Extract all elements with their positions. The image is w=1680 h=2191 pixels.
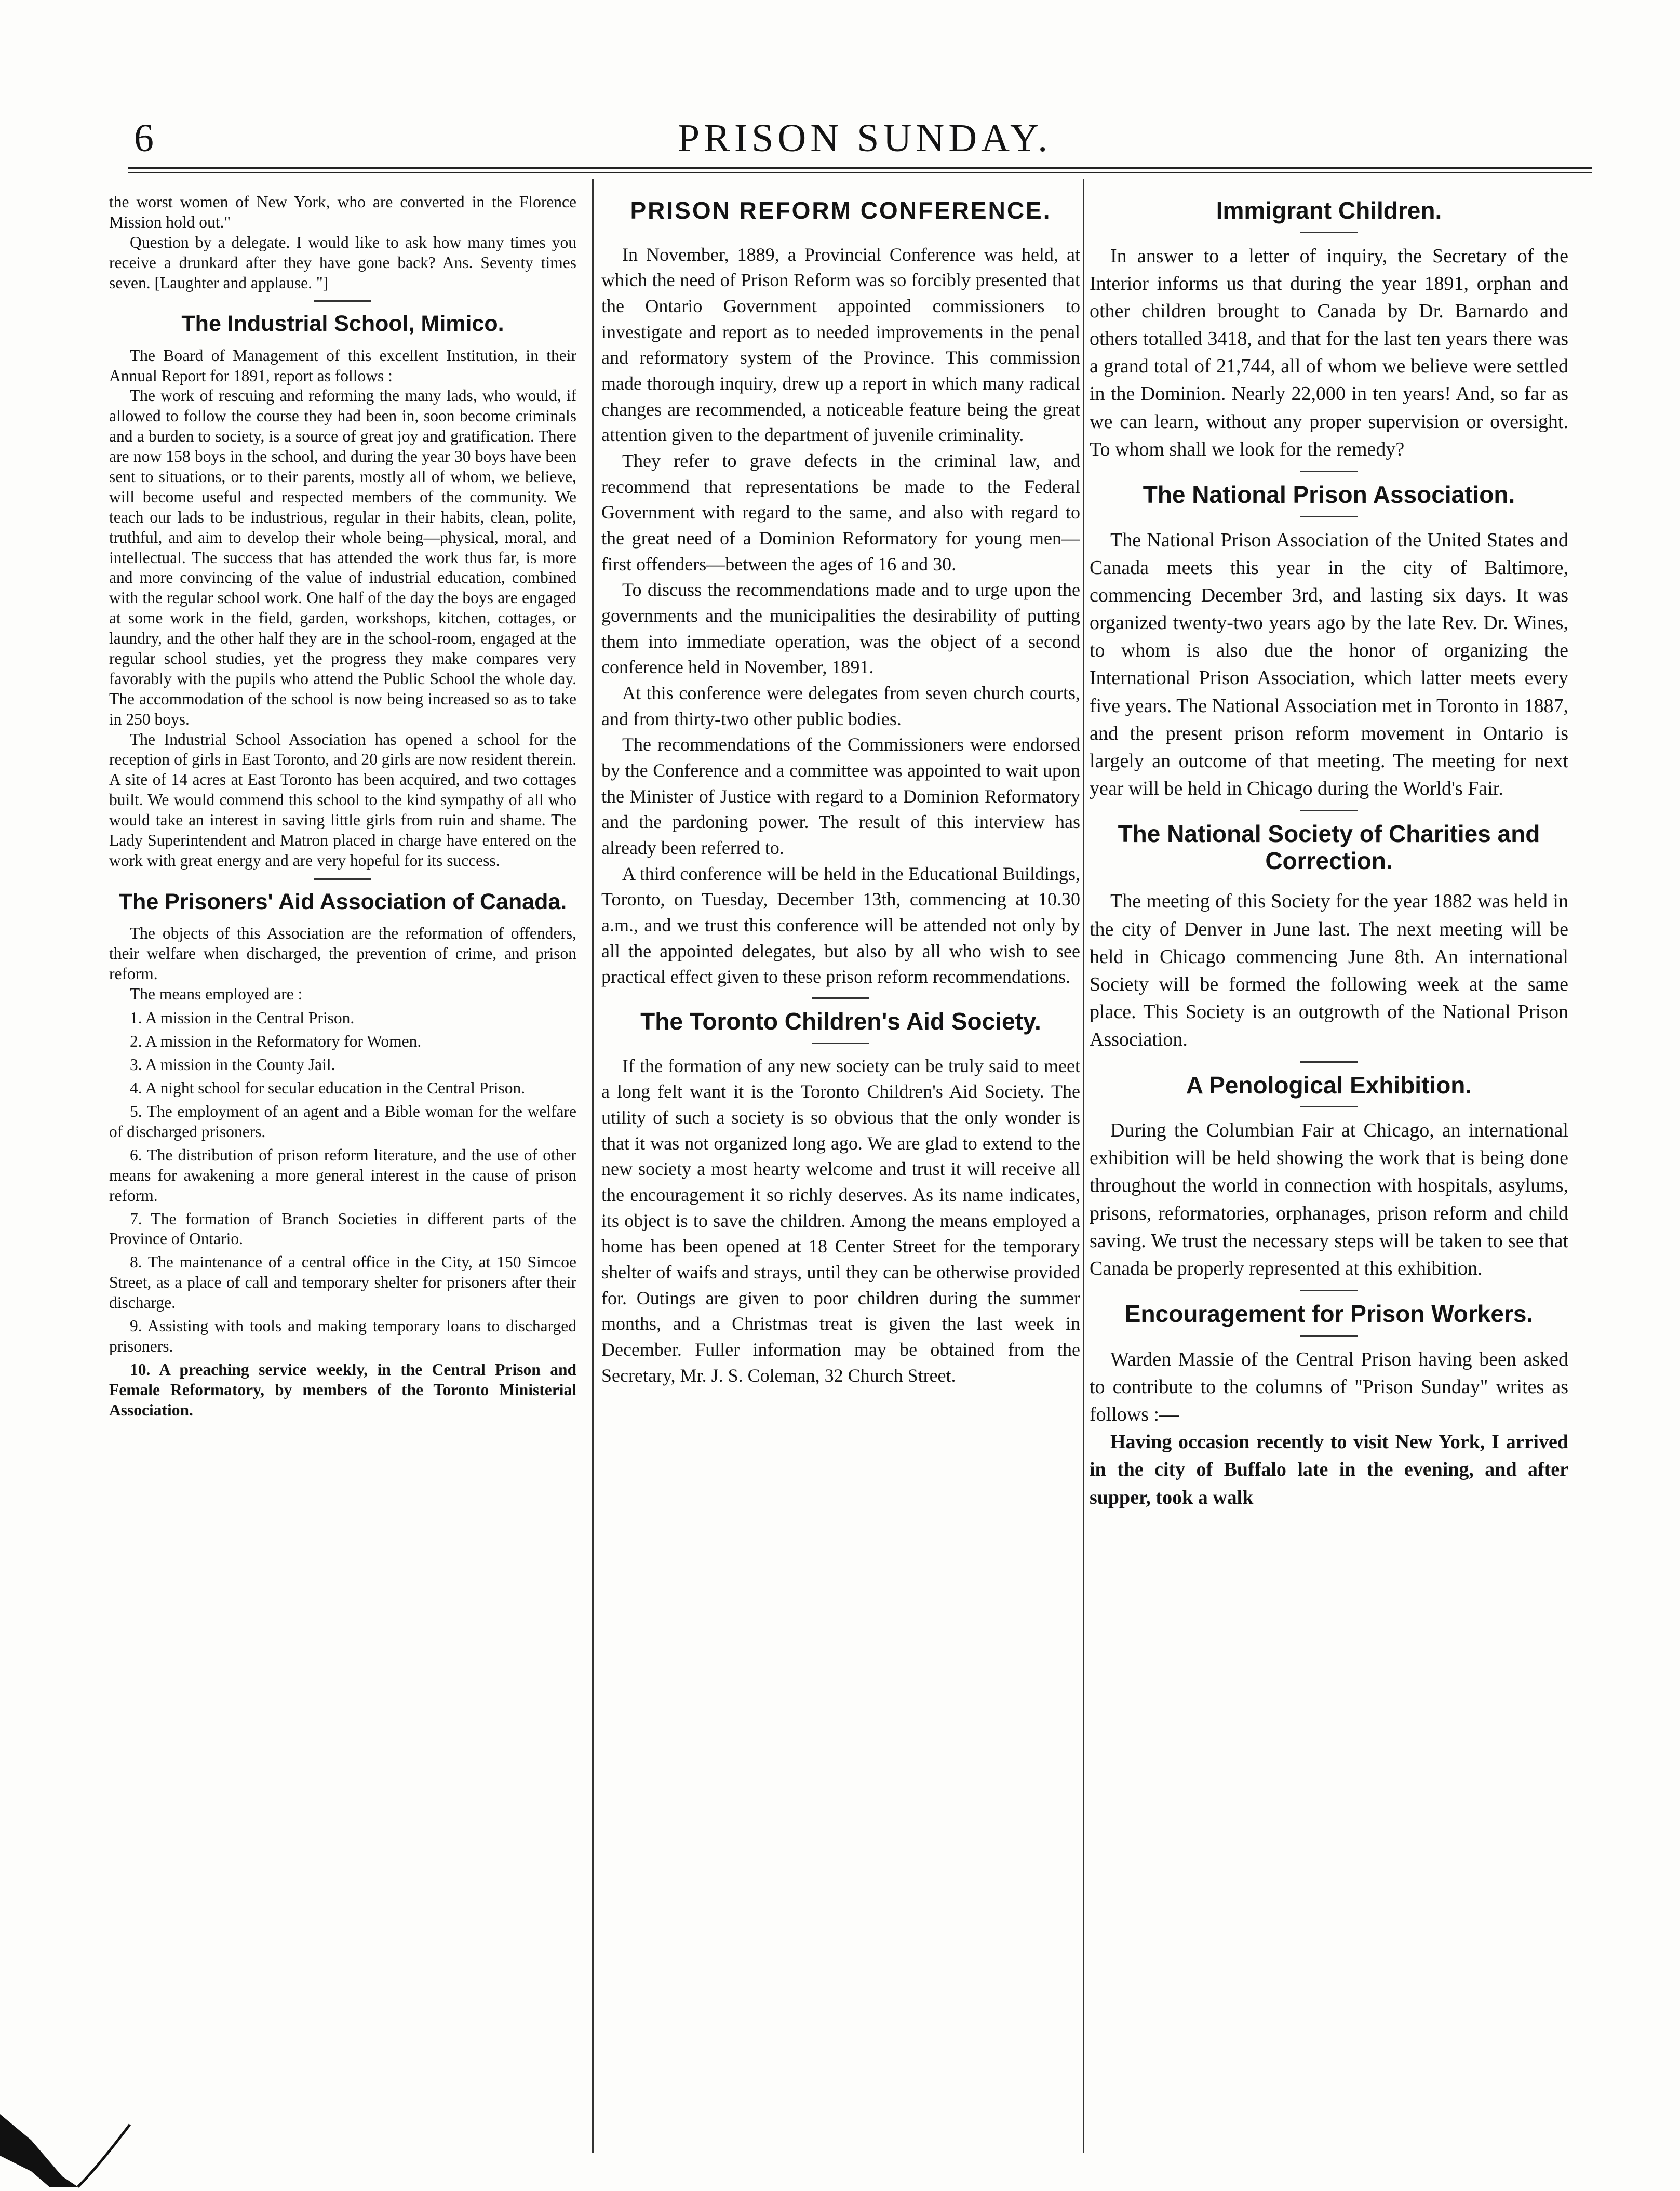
paragraph: The Board of Management of this excellent Institution, in their Annual Report for 1891, report as follows : [109, 346, 576, 385]
list-item: 10. A preaching service weekly, in the Central Prison and Female Reformatory, by members of the Toronto Ministerial Association. [109, 1360, 576, 1419]
paragraph: During the Columbian Fair at Chicago, an international exhibition will be held showing the work that is being done throughout the world in connection with hospitals, asylums, prisons, reformatories, orphanages, prison reform and child saving. We trust the necessary steps will be taken to see that Canada be properly represented at this exhibition. [1090, 1119, 1568, 1280]
paragraph: The recommendations of the Commissioners were endorsed by the Conference and a committee was appointed to wait upon the Minister of Justice with regard to a Dominion Reformatory and the pardoning power. The result of this interview has already been referred to. [601, 734, 1080, 858]
section-divider [1300, 1106, 1358, 1107]
paragraph: In November, 1889, a Provincial Conference was held, at which the need of Prison Reform was so forcibly presented that the Ontario Government appointed commissioners to investigate and report as to needed improvements in the penal and reformatory system of the Province. This commission made thorough inquiry, drew up a report in which many radical changes are recommended, a noticeable feature being the great attention given to the department of juvenile criminality. [601, 244, 1080, 446]
headline-national-society-charities: The National Society of Charities and Correction. [1118, 820, 1540, 874]
list-item: 6. The distribution of prison reform literature, and the use of other means for awakening a more general interest in the cause of prison reform. [109, 1145, 576, 1205]
section-divider [1300, 1290, 1358, 1291]
masthead-title: PRISON SUNDAY. [677, 116, 1052, 160]
list-item: 9. Assisting with tools and making temporary loans to discharged prisoners. [109, 1316, 576, 1355]
section-divider [1300, 1335, 1358, 1337]
corner-mark-scribble [0, 2109, 145, 2191]
paragraph: They refer to grave defects in the criminal law, and recommend that representations be made to the Federal Government with regard to the same, and also with regard to the great need of a Dominion Reformatory for young men—first offenders—between the ages of 16 and 30. [601, 450, 1080, 575]
section-divider [314, 878, 371, 880]
headline-industrial-school: The Industrial School, Mimico. [181, 311, 504, 337]
paragraph: The objects of this Association are the reformation of offenders, their welfare when discharged, the prevention of crime, and prison reform. [109, 924, 576, 983]
section-divider [1300, 516, 1358, 517]
paragraph: The meeting of this Society for the year 1882 was held in the city of Denver in June last. The next meeting will be held in Chicago commencing June 8th. An international Society will be formed the following week at the same place. This Society is an outgrowth of the National Prison Association. [1090, 890, 1568, 1051]
headline-prison-reform-conference: PRISON REFORM CONFERENCE. [630, 197, 1052, 224]
list-item: 2. A mission in the Reformatory for Women. [130, 1032, 422, 1051]
masthead-rule [128, 167, 1592, 173]
paragraph: To discuss the recommendations made and to urge upon the governments and the municipalities the desirability of putting them into immediate operation, was the object of a second conference held in November, 1891. [601, 579, 1080, 678]
section-divider [1300, 810, 1358, 811]
list-item: 5. The employment of an agent and a Bible woman for the welfare of discharged prisoners. [109, 1102, 576, 1141]
paragraph: If the formation of any new society can be truly said to meet a long felt want it is the Toronto Children's Aid Society. The utility of such a society is so obvious that the only wonder is that it was not organized long ago. We are glad to extend to the new society a most hearty welcome and trust it will receive all the encouragement it so richly deserves. As its name indicates, its object is to save the children. Among the means employed a home has been opened at 18 Center Street for the temporary shelter of waifs and strays, until they can be otherwise provided for. Outings are given to poor children during the summer months, and a Christmas treat is given the last week in December. Fuller information may be obtained from the Secretary, Mr. J. S. Coleman, 32 Church Street. [601, 1055, 1080, 1386]
paragraph: Warden Massie of the Central Prison having been asked to contribute to the columns of "Prison Sunday" writes as follows :— [1090, 1348, 1568, 1426]
column-right [1090, 192, 1568, 2125]
means-list [109, 1008, 576, 1420]
headline-encouragement: Encouragement for Prison Workers. [1124, 1300, 1534, 1328]
list-item: 3. A mission in the County Jail. [130, 1056, 335, 1074]
list-item: 1. A mission in the Central Prison. [130, 1009, 355, 1027]
headline-prisoners-aid: The Prisoners' Aid Association of Canada. [118, 889, 567, 914]
paragraph: Question by a delegate. I would like to ask how many times you receive a drunkard after they have gone back? Ans. Seventy times seven. [Laughter and applause. "] [109, 233, 576, 292]
page-number: 6 [134, 116, 154, 160]
section-divider [812, 1043, 869, 1044]
headline-childrens-aid: The Toronto Children's Aid Society. [640, 1008, 1041, 1035]
paragraph: The means employed are : [130, 984, 303, 1003]
paragraph: The National Prison Association of the United States and Canada meets this year in the city of Baltimore, commencing December 3rd, and lasting six days. It was organized twenty-two years ago by the late Rev. Dr. Wines, to whom is also due the honor of organizing the International Prison Association, which latter meets every five years. The National Association met in Toronto in 1887, and the present prison reform movement in Ontario is largely an outcome of that meeting. The meeting for next year will be held in Chicago during the World's Fair. [1090, 529, 1568, 800]
section-divider [1300, 232, 1358, 233]
paragraph: A third conference will be held in the Educational Buildings, Toronto, on Tuesday, December 13th, commencing at 10.30 a.m., and we trust this conference will be attended not only by all the appointed delegates, but also by all who wish to see practical effect given to these prison reform recommendations. [601, 863, 1080, 987]
column-left [109, 192, 576, 2125]
list-item: 8. The maintenance of a central office in the City, at 150 Simcoe Street, as a place of call and temporary shelter for prisoners after their discharge. [109, 1253, 576, 1312]
headline-national-prison-association: The National Prison Association. [1143, 481, 1515, 509]
section-divider [1300, 1061, 1358, 1063]
list-item: 4. A night school for secular education in the Central Prison. [130, 1079, 526, 1098]
column-divider [1083, 179, 1084, 2153]
headline-immigrant-children: Immigrant Children. [1216, 197, 1442, 224]
headline-penological-exhibition: A Penological Exhibition. [1186, 1071, 1472, 1099]
paragraph: Having occasion recently to visit New York, I arrived in the city of Buffalo late in the evening, and after supper, took a walk [1090, 1431, 1568, 1508]
paragraph: The work of rescuing and reforming the many lads, who would, if allowed to follow the course they had been in, soon become criminals and a burden to society, is a source of great joy and gratification. There are now 158 boys in the school, and during the year 30 boys have been sent to situations, or to their parents, mostly all of whom, we believe, will become useful and respected members of the community. We teach our lads to be industrious, regular in their habits, clean, polite, truthful, and aim to develop their whole being—physical, moral, and intellectual. The success that has attended the work thus far, is more and more convincing of the value of industrial education, combined with the regular school work. One half of the day the boys are engaged at some work in the field, garden, workshops, kitchen, cottages, or laundry, and the other half they are in the school-room, engaged at the regular school studies, yet the progress they make compares very favorably with the pupils who attend the Public School the whole day. The accommodation of the school is now being increased so as to take in 250 boys. [109, 386, 576, 728]
section-divider [314, 300, 371, 302]
list-item: 7. The formation of Branch Societies in different parts of the Province of Ontario. [109, 1209, 576, 1248]
section-divider [1300, 471, 1358, 472]
paragraph: At this conference were delegates from seven church courts, and from thirty-two other public bodies. [601, 682, 1080, 729]
article-continuation: the worst women of New York, who are converted in the Florence Mission hold out." [109, 193, 576, 231]
column-divider [592, 179, 594, 2153]
section-divider [812, 997, 869, 999]
paragraph: The Industrial School Association has opened a school for the reception of girls in East Toronto, and 20 girls are now resident therein. A site of 14 acres at East Toronto has been acquired, and two cottages built. We would commend this school to the kind sympathy of all who would take an interest in saving little girls from ruin and shame. The Lady Superintendent and Matron placed in charge have entered on the work with great energy and are very hopeful for its success. [109, 730, 576, 870]
column-middle [601, 192, 1080, 2125]
paragraph: In answer to a letter of inquiry, the Secretary of the Interior informs us that during the year 1891, orphan and other children brought to Canada by Dr. Barnardo and others totalled 3418, and that for the last ten years there was a grand total of 21,744, all of whom we believe were settled in the Dominion. Nearly 22,000 in ten years! And, so far as we can learn, without any proper supervision or oversight. To whom shall we look for the remedy? [1090, 245, 1568, 460]
